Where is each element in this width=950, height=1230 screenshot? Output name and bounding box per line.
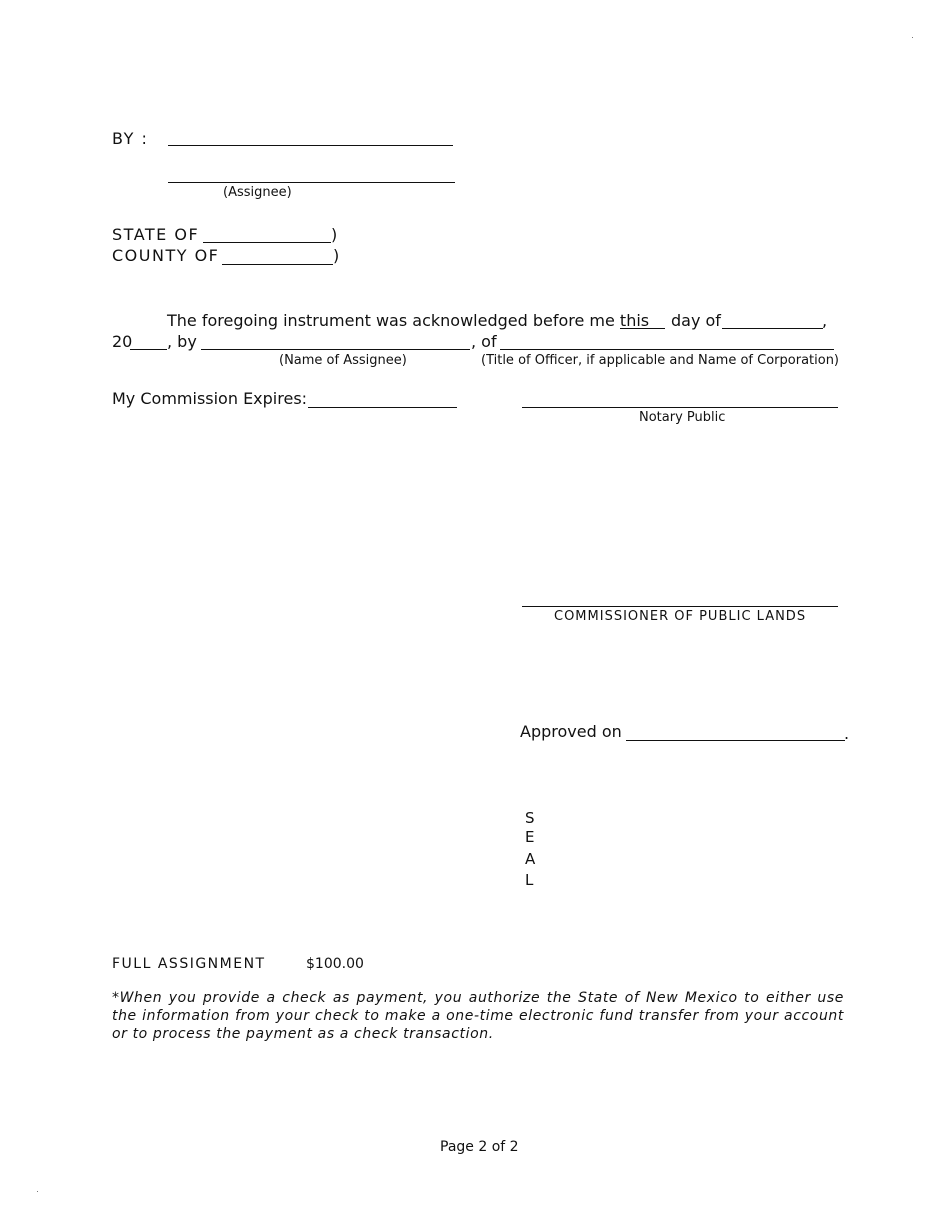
seal-stack [525, 809, 537, 891]
page-number: Page 2 of 2 [440, 1139, 519, 1155]
acknowledgment-sentence: The foregoing instrument was acknowledged before me this [167, 311, 650, 330]
notary-signature-line[interactable] [522, 407, 838, 408]
commissioner-caption: COMMISSIONER OF PUBLIC LANDS [554, 609, 807, 624]
county-of-paren: ) [333, 246, 340, 265]
name-of-assignee-caption: (Name of Assignee) [279, 353, 407, 368]
corner-mark-bottom-left [37, 1191, 38, 1192]
state-of-line[interactable] [203, 242, 331, 243]
by-signature-line[interactable] [168, 145, 453, 146]
acknowledgment-month-line[interactable] [722, 328, 823, 329]
payment-disclaimer: *When you provide a check as payment, you authorize the State of New Mexico to either use the information from your check to make a one-time electronic fund transfer from your account or to process the payment as a check transaction. [112, 990, 844, 1042]
full-assignment-label: FULL ASSIGNMENT [112, 956, 266, 972]
assignee-signature-line[interactable] [168, 182, 455, 183]
assignee-name-line[interactable] [201, 349, 470, 350]
seal-letter-l: L [525, 871, 534, 889]
commissioner-signature-line[interactable] [522, 606, 838, 607]
approved-on-period: . [844, 724, 850, 743]
seal-letter-a: A [525, 850, 536, 868]
corner-mark-top-right [912, 37, 913, 38]
commission-expires-line[interactable] [308, 407, 457, 408]
full-assignment-amount: $100.00 [306, 956, 364, 972]
acknowledgment-day-line[interactable] [620, 328, 665, 329]
day-of-text: day of [671, 311, 721, 330]
state-of-label: STATE OF [112, 225, 200, 244]
officer-title-line[interactable] [500, 349, 834, 350]
approved-on-label: Approved on [520, 722, 622, 741]
commission-expires-label: My Commission Expires: [112, 389, 308, 408]
by-text: , by [167, 332, 197, 351]
approved-on-date-line[interactable] [626, 740, 845, 741]
county-of-label: COUNTY OF [112, 246, 220, 265]
state-of-paren: ) [331, 225, 338, 244]
acknowledgment-year-line[interactable] [130, 349, 167, 350]
seal-letter-e: E [525, 828, 535, 846]
by-label: BY : [112, 129, 149, 148]
of-text: , of [471, 332, 497, 351]
seal-letter-s: S [525, 809, 535, 827]
officer-title-caption: (Title of Officer, if applicable and Name of Corporation) [481, 353, 840, 368]
assignee-caption: (Assignee) [223, 185, 292, 200]
year-prefix: 20 [112, 332, 133, 351]
month-comma: , [822, 311, 828, 330]
county-of-line[interactable] [222, 264, 333, 265]
notary-public-caption: Notary Public [639, 410, 726, 425]
